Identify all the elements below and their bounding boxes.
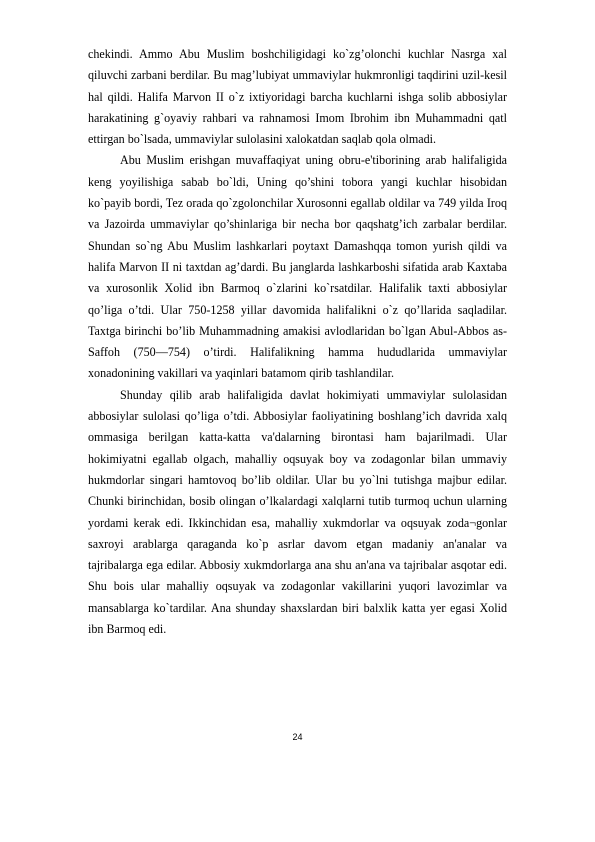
- page-number: 24: [292, 732, 303, 742]
- paragraph-continuation: chekindi. Ammo Abu Muslim boshchiligidagi ko`zg’olonchi kuchlar Nasrga xal qiluvchi zarbani berdilar. Bu mag’lubiyat ummaviylar hukmronligi taqdirini uzil-kesil hal qildi. Halifa Marvon II o`z ixtiyoridagi barcha kuchlarni ishga solib abbosiylar harakatining g`oyaviy rahbari va rahnamosi Imom Ibrohim ibn Muhammadni qatl ettirgan bo`lsada, ummaviylar sulolasini xalokatdan saqlab qola olmadi.: [88, 47, 507, 147]
- document-body: [88, 44, 507, 640]
- paragraph-abu-muslim: Abu Muslim erishgan muvaffaqiyat uning obru-e'tiborining arab halifaligida keng yoyilishiga sabab bo`ldi, Uning qo’shini tobora yangi kuchlar hisobidan ko`payib bordi, Tez orada qo`zgolonchilar Xurosonni egallab oldilar va 749 yilda Iroq va Jazoirda ummaviylar qo’shinlariga bir necha bor qaqshatg’ich zarbalar berdilar. Shundan so`ng Abu Muslim lashkarlari poytaxt Damashqqa tomon yurish qildi va halifa Marvon II ni taxtdan ag’dardi. Bu janglarda lashkarboshi sifatida arab Kaxtaba va xurosonlik Xolid ibn Barmoq o`zlarini ko`rsatdilar. Halifalik taxti abbosiylar qo’liga o’tdi. Ular 750-1258 yillar davomida halifalikni o`z qo’llarida saqladilar. Taxtga birinchi bo’lib Muhammadning amakisi avlodlaridan bo`lgan Abul-Abbos as-Saffoh (750—754) o’tirdi. Halifalikning hamma hududlarida ummaviylar xonadonining vakillari va yaqinlari batamom qirib tashlandilar.: [88, 153, 507, 381]
- paragraph-abbosiylar: Shunday qilib arab halifaligida davlat hokimiyati ummaviylar sulolasidan abbosiylar sulolasi qo’liga o’tdi. Abbosiylar faoliyatining boshlang’ich davrida xalq ommasiga berilgan katta-katta va'dalarning birontasi ham bajarilmadi. Ular hokimiyatni egallab olgach, mahalliy oqsuyak boy va zodagonlar bilan ummaviy hukmdorlar singari hamtovoq bo’lib oldilar. Ular bu yo`lni tutishga majbur edilar. Chunki birinchidan, bosib olingan o’lkalardagi xalqlarni tutib turmoq uchun ularning yordami kerak edi. Ikkinchidan esa, mahalliy xukmdorlar va oqsuyak zoda¬gonlar saxroyi arablarga qaraganda ko`p asrlar davom etgan madaniy an'analar va tajribalarga ega edilar. Abbosiy xukmdorlarga ana shu an'ana va tajribalar asqotar edi. Shu bois ular mahalliy oqsuyak va zodagonlar vakillarini yuqori lavozimlar va mansablarga ko`tardilar. Ana shunday shaxslardan biri balxlik katta yer egasi Xolid ibn Barmoq edi.: [88, 387, 507, 637]
